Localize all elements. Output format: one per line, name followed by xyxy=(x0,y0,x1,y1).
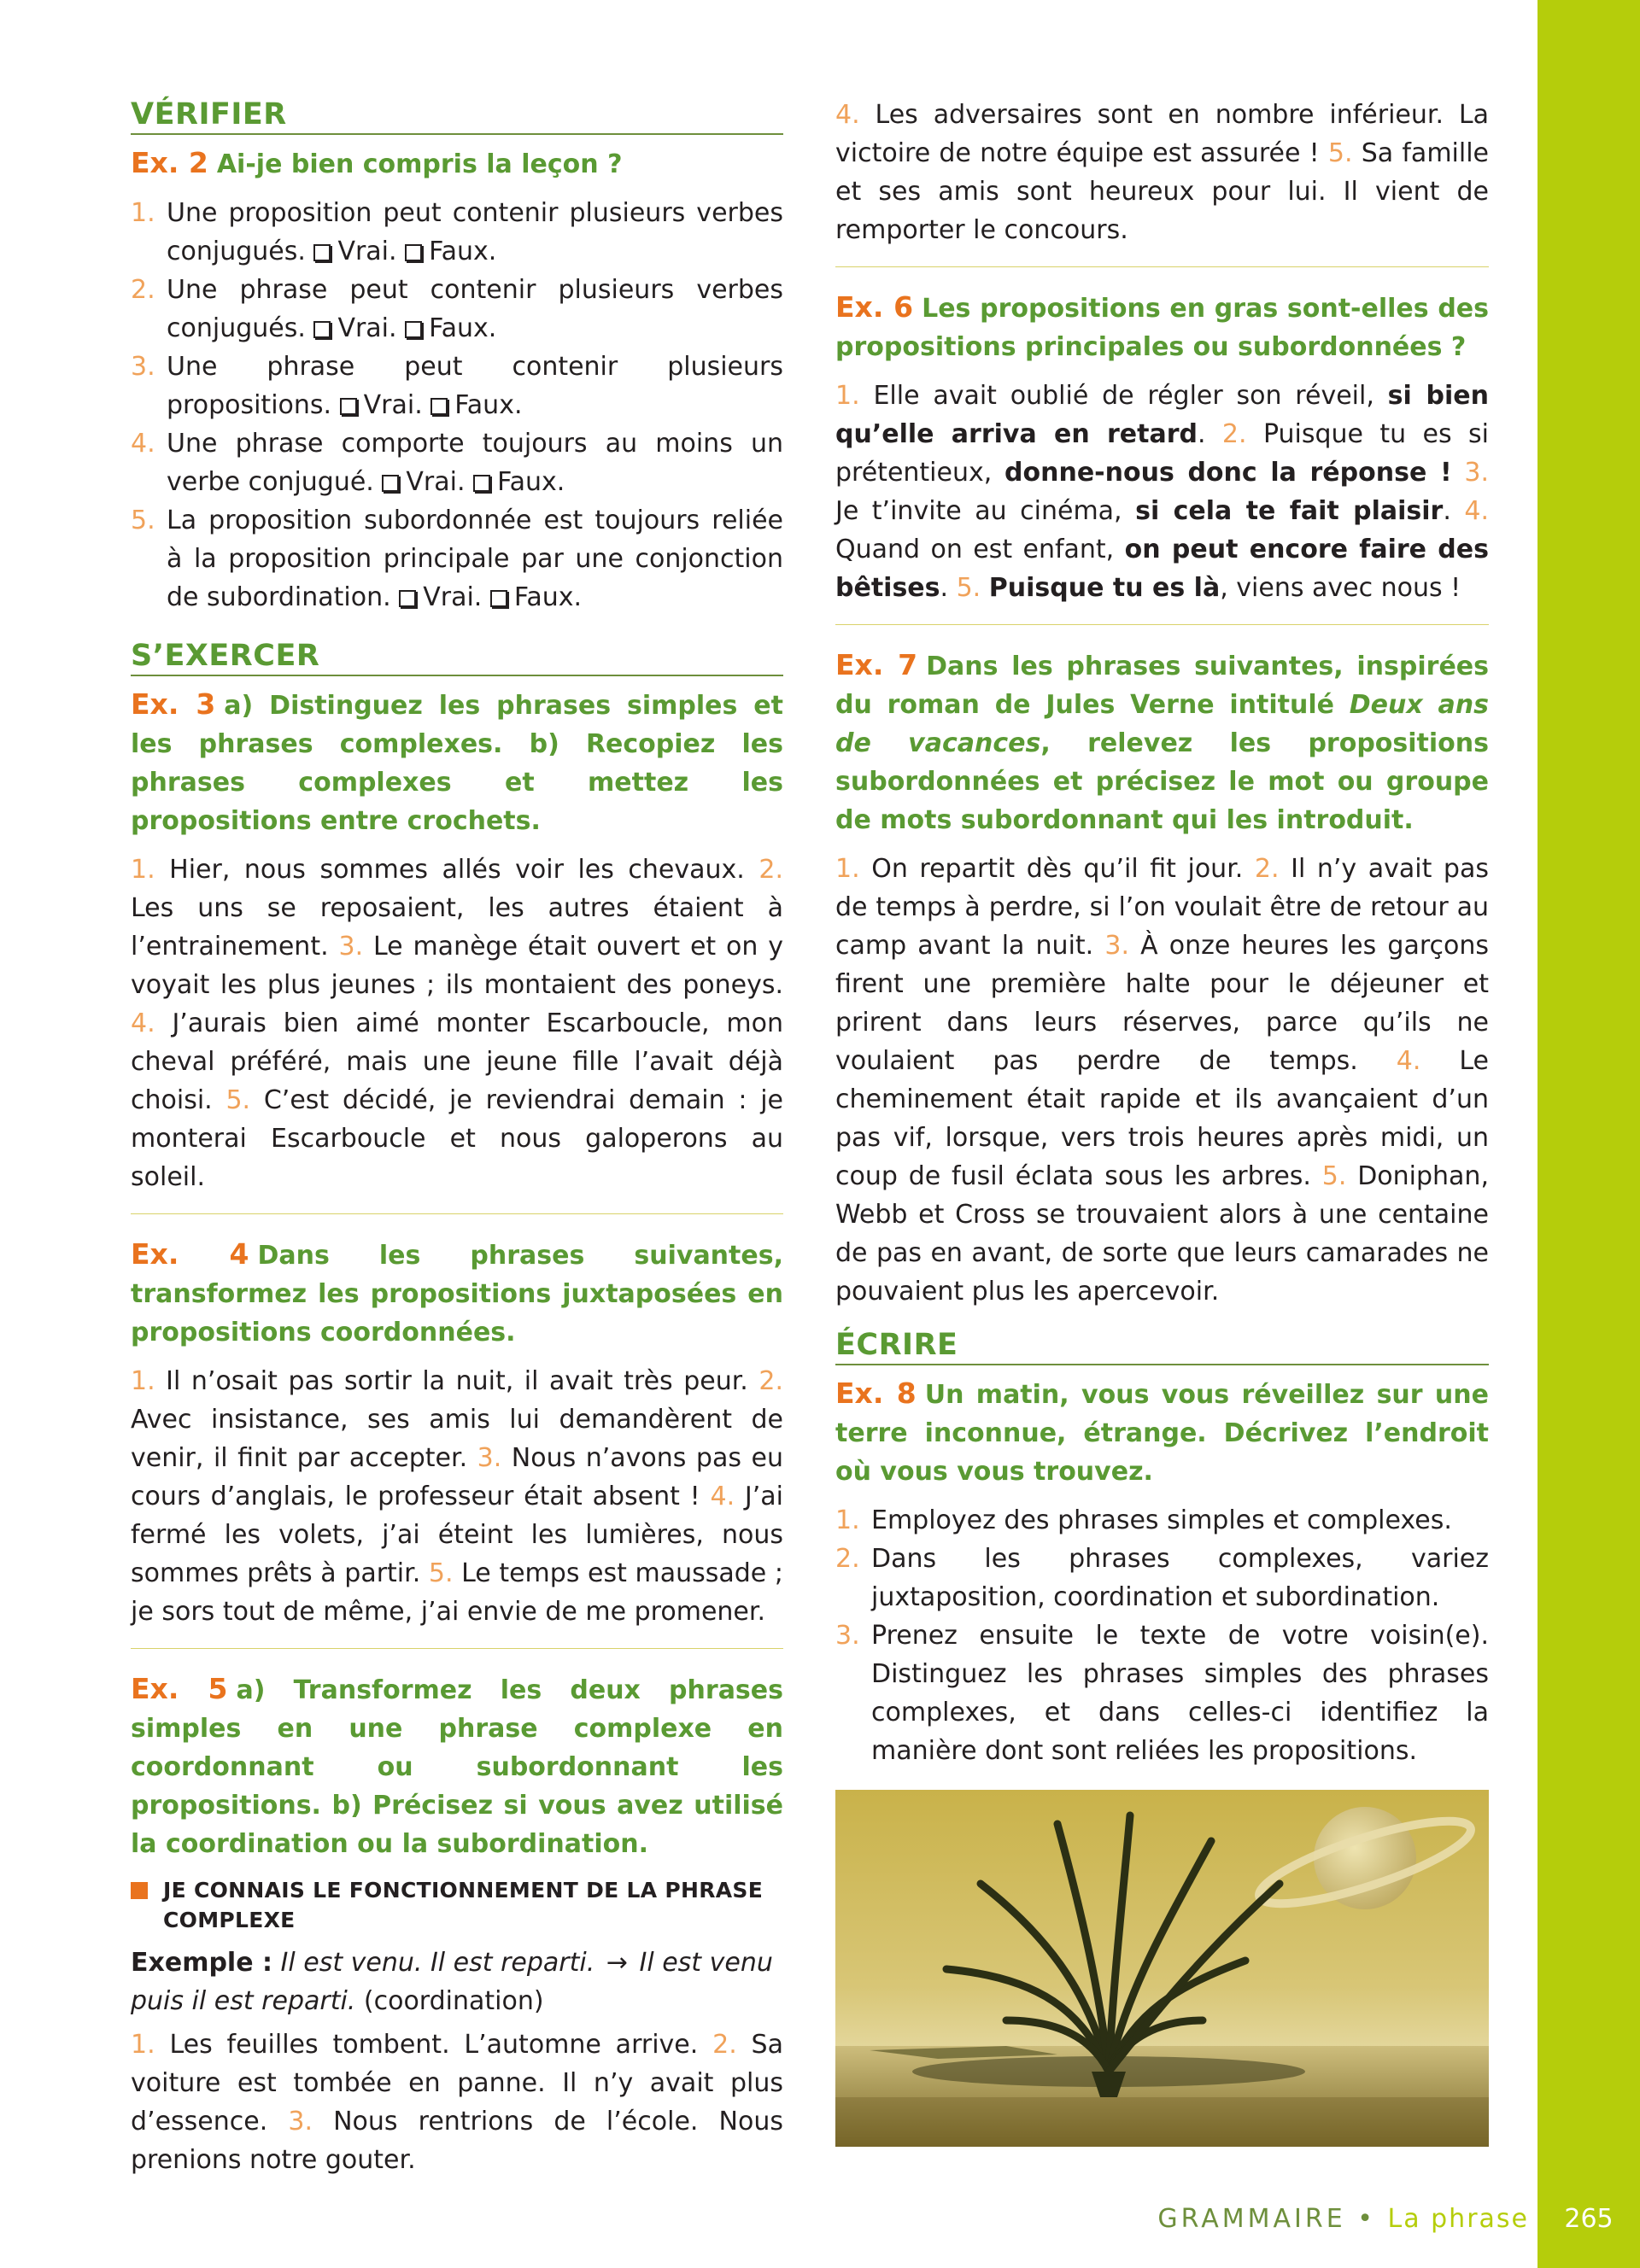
section-heading-ecrire: ÉCRIRE xyxy=(835,1326,1489,1365)
exercise-5-instruction: a) Transformez les deux phrases simples en une phrase complexe en coordonnant ou subordonnant les propositions. b) Précisez si vous avez utilisé la coordination ou la subordination. xyxy=(131,1675,783,1859)
arrow-right-icon: → xyxy=(606,1948,628,1978)
checkbox-false[interactable] xyxy=(490,590,507,607)
alien-landscape-illustration xyxy=(835,1790,1489,2147)
checkbox-false[interactable] xyxy=(405,321,422,338)
section-heading-exercer: S’EXERCER xyxy=(131,637,783,676)
exercise-4-instruction: Dans les phrases suivantes, transformez les propositions juxtaposées en propositions coordonnées. xyxy=(131,1241,783,1347)
divider xyxy=(131,1213,783,1214)
exercise-7-label: Ex. 7 xyxy=(835,648,918,681)
list-item: 1. Une proposition peut contenir plusieurs verbes conjugués. Vrai. Faux. xyxy=(131,198,783,266)
exercise-4-text: 1. Il n’osait pas sortir la nuit, il avait très peur. 2. Avec insistance, ses amis lui demandèrent de venir, il finit par accepter. 3. Nous n’avons pas eu cours d’anglais, le professeur était absent ! 4. J’ai fermé les volets, j’ai éteint les lumières, nous sommes prêts à partir. 5. Le temps est maussade ; je sors tout de même, j’ai envie de me promener. xyxy=(131,1366,783,1627)
footer-bullet: • xyxy=(1357,2204,1376,2234)
checkbox-true[interactable] xyxy=(382,475,399,492)
orange-square-icon xyxy=(131,1882,148,1899)
exercise-7-title: Ex. 7 Dans les phrases suivantes, inspirées du roman de Jules Verne intitulé Deux ans de vacances, relevez les propositions subordonnées et précisez le mot ou groupe de mots subordonnant qui les introduit. xyxy=(835,648,1490,835)
page-number: 265 xyxy=(1564,2204,1614,2234)
exercise-8-list xyxy=(835,1501,1489,1770)
exercise-6-label: Ex. 6 xyxy=(835,290,914,324)
exercise-5-text: 1. Les feuilles tombent. L’automne arrive. 2. Sa voiture est tombée en panne. Il n’y avait plus d’essence. 3. Nous rentrions de l’école. Nous prenions notre gouter. xyxy=(131,2030,783,2175)
checkbox-true[interactable] xyxy=(313,321,331,338)
exercise-5-title xyxy=(131,1669,783,1863)
checkbox-true[interactable] xyxy=(340,398,357,415)
exercise-7-text: 1. On repartit dès qu’il fit jour. 2. Il n’y avait pas de temps à perdre, si l’on voulait être de retour au camp avant la nuit. 3. À onze heures les garçons firent une première halte pour le déjeuner et prirent dans leurs réserves, parce qu’ils ne voulaient pas perdre de temps. 4. Le cheminement était rapide et ils avançaient d’un pas vif, lorsque, vers trois heures après midi, un coup de fusil éclata sous les arbres. 5. Doniphan, Webb et Cross se trouvaient alors à une centaine de pas en avant, de sorte que leurs camarades ne pouvaient plus les apercevoir. xyxy=(835,854,1489,1306)
list-item: 5. La proposition subordonnée est toujours reliée à la proposition principale par une conjonction de subordination. Vrai. Faux. xyxy=(131,506,783,612)
exercise-5-text-continued: 4. Les adversaires sont en nombre inférieur. La victoire de notre équipe est assurée ! 5. Sa famille et ses amis sont heureux pour lui. Il vient de remporter le concours. xyxy=(835,100,1490,245)
exercise-6-instruction: Les propositions en gras sont-elles des propositions principales ou subordonnées ? xyxy=(835,294,1489,362)
exercise-5-label: Ex. 5 xyxy=(131,1672,228,1705)
checkbox-true[interactable] xyxy=(313,244,331,261)
exercise-3-text: 1. Hier, nous sommes allés voir les chevaux. 2. Les uns se reposaient, les autres étaient à l’entrainement. 3. Le manège était ouvert et on y voyait les plus jeunes ; ils montaient des poneys. 4. J’aurais bien aimé monter Escarboucle, mon cheval préféré, mais une jeune fille l’avait déjà choisi. 5. C’est décidé, je reviendrai demain : je monterai Escarboucle et nous galoperons au soleil. xyxy=(131,855,783,1192)
page-footer xyxy=(1025,2204,1529,2234)
exercise-2-title xyxy=(131,143,783,184)
exercise-3-title xyxy=(131,685,783,840)
exercise-2-list xyxy=(131,194,783,617)
tip-text: JE CONNAIS LE FONCTIONNEMENT DE LA PHRASE COMPLEXE xyxy=(163,1878,764,1932)
exercise-4-label: Ex. 4 xyxy=(131,1237,249,1271)
list-item: 2. Une phrase peut contenir plusieurs verbes conjugués. Vrai. Faux. xyxy=(131,275,783,343)
example-line: Exemple : Il est venu. Il est reparti. → Il est venu puis il est reparti. (coordination) xyxy=(131,1948,773,2016)
divider xyxy=(835,266,1489,267)
exercise-8-label: Ex. 8 xyxy=(835,1377,917,1410)
exercise-8-title xyxy=(835,1374,1489,1491)
exercise-6-title xyxy=(835,288,1489,366)
divider xyxy=(131,1648,783,1649)
checkbox-false[interactable] xyxy=(430,398,448,415)
exercise-2-label: Ex. 2 xyxy=(131,146,208,179)
divider xyxy=(835,624,1489,625)
list-item: 2. Dans les phrases complexes, variez juxtaposition, coordination et subordination. xyxy=(835,1544,1489,1612)
checkbox-true[interactable] xyxy=(399,590,416,607)
exercise-4-title xyxy=(131,1235,783,1352)
list-item: 1. Employez des phrases simples et complexes. xyxy=(835,1505,1452,1535)
list-item: 3. Prenez ensuite le texte de votre voisin(e). Distinguez les phrases simples des phrases complexes, et dans celles-ci identifiez la manière dont sont reliées les propositions. xyxy=(835,1621,1489,1766)
footer-subject: GRAMMAIRE xyxy=(1157,2204,1346,2234)
list-item: 4. Une phrase comporte toujours au moins un verbe conjugué. Vrai. Faux. xyxy=(131,429,783,497)
exercise-8-instruction: Un matin, vous vous réveillez sur une terre inconnue, étrange. Décrivez l’endroit où vous vous trouvez. xyxy=(835,1380,1489,1487)
section-heading-verifier: VÉRIFIER xyxy=(131,96,783,135)
exercise-3-instruction: a) Distinguez les phrases simples et les phrases complexes. b) Recopiez les phrases complexes et mettez les propositions entre crochets. xyxy=(131,691,783,836)
checkbox-false[interactable] xyxy=(405,244,422,261)
footer-topic: La phrase xyxy=(1387,2204,1529,2234)
exercise-2-instruction: Ai-je bien compris la leçon ? xyxy=(216,149,623,179)
tip-box xyxy=(131,1875,783,1935)
margin-color-band xyxy=(1538,0,1640,2268)
exercise-3-label: Ex. 3 xyxy=(131,687,216,721)
right-column xyxy=(835,96,1489,1770)
checkbox-false[interactable] xyxy=(473,475,490,492)
alien-plant-planet-image xyxy=(835,1790,1489,2147)
list-item: 3. Une phrase peut contenir plusieurs propositions. Vrai. Faux. xyxy=(131,352,783,420)
exercise-6-text: 1. Elle avait oublié de régler son réveil, si bien qu’elle arriva en retard. 2. Puisque tu es si prétentieux, donne-nous donc la réponse ! 3. Je t’invite au cinéma, si cela te fait plaisir. 4. Quand on est enfant, on peut encore faire des bêtises. 5. Puisque tu es là, viens avec nous ! xyxy=(835,381,1489,603)
left-column xyxy=(131,96,783,2179)
